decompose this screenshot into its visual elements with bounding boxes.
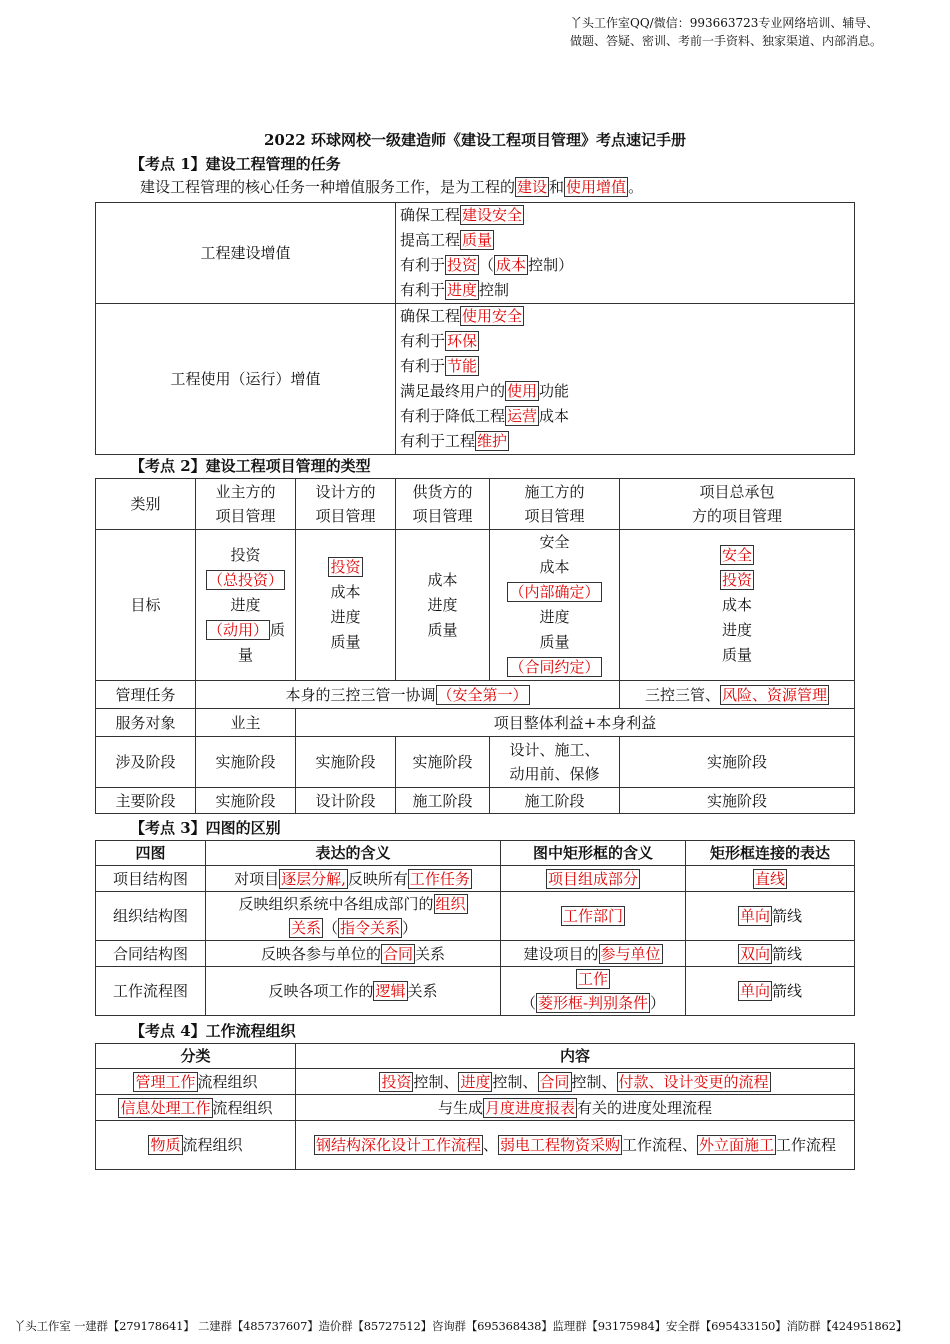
header-cell: 供货方的 项目管理 xyxy=(396,479,490,530)
link-cell: 直线 xyxy=(686,866,855,892)
cell: 设计、施工、 动用前、保修 xyxy=(490,737,620,788)
header-cell: 表达的含义 xyxy=(206,841,501,866)
category-cell: 信息处理工作 流程组织 xyxy=(96,1095,296,1121)
section-4-heading: 【考点 4】工作流程组织 xyxy=(130,1022,296,1040)
cell: 项目整体利益+本身利益 xyxy=(296,709,855,737)
diagram-name: 工作流程图 xyxy=(96,967,206,1016)
box-cell: 建设项目的 参与单位 xyxy=(501,941,686,967)
project-management-types-table xyxy=(95,478,855,814)
row-content: 确保工程 建设安全 提高工程 质量 有利于 投资 （ 成本 控制） 有利于 进度 控制 xyxy=(396,203,855,304)
header-line-1: 丫头工作室QQ/微信：993663723专业网络培训、辅导、 xyxy=(570,16,879,30)
cell: 施工阶段 xyxy=(490,788,620,814)
table-row xyxy=(96,304,855,455)
page-footer: 丫头工作室 一建群【279178641】 二建群【485737607】造价群【85727512】咨询群【695368438】监理群【93175984】安全群【695433150】消防群【424951862】 xyxy=(14,1319,908,1333)
meaning-cell: 对项目 逐层分解, 反映所有 工作任务 xyxy=(206,866,501,892)
table-row xyxy=(96,479,855,530)
diagram-name: 项目结构图 xyxy=(96,866,206,892)
header-cell: 内容 xyxy=(296,1044,855,1069)
cell: 实施阶段 xyxy=(396,737,490,788)
document-title: 2022 环球网校一级建造师《建设工程项目管理》考点速记手册 xyxy=(264,131,686,149)
table-row xyxy=(96,788,855,814)
header-cell: 分类 xyxy=(96,1044,296,1069)
four-diagrams-table xyxy=(95,840,855,1016)
row-label: 涉及阶段 xyxy=(96,737,196,788)
page-header xyxy=(570,14,900,50)
header-cell: 项目总承包 方的项目管理 xyxy=(620,479,855,530)
content-cell: 与生成 月度进度报表 有关的进度处理流程 xyxy=(296,1095,855,1121)
cell: 实施阶段 xyxy=(196,788,296,814)
meaning-cell: 反映各参与单位的 合同 关系 xyxy=(206,941,501,967)
row-label: 工程使用（运行）增值 xyxy=(96,304,396,455)
table-row xyxy=(96,841,855,866)
table-row xyxy=(96,1121,855,1170)
row-content: 确保工程 使用安全 有利于 环保 有利于 节能 满足最终用户的 使用 功能 有利于降低工程 运营 成本 有利于工程 维护 xyxy=(396,304,855,455)
owner-goals: 投资 （总投资） 进度 （动用） 质 量 xyxy=(196,530,296,681)
box-cell: 项目组成部分 xyxy=(501,866,686,892)
table-row xyxy=(96,203,855,304)
workflow-organization-table xyxy=(95,1043,855,1170)
cell: 设计阶段 xyxy=(296,788,396,814)
value-added-table xyxy=(95,202,855,455)
table-row xyxy=(96,709,855,737)
constr-goals: 安全 成本 （内部确定） 进度 质量 （合同约定） xyxy=(490,530,620,681)
header-cell: 设计方的 项目管理 xyxy=(296,479,396,530)
section-3-heading: 【考点 3】四图的区别 xyxy=(130,819,281,837)
supply-goals: 成本 进度 质量 xyxy=(396,530,490,681)
task-cell: 本身的三控三管一协调 （安全第一） xyxy=(196,681,620,709)
box-cell: 工作 （ 菱形框-判别条件 ） xyxy=(501,967,686,1016)
meaning-cell: 反映各项工作的 逻辑 关系 xyxy=(206,967,501,1016)
header-cell: 矩形框连接的表达 xyxy=(686,841,855,866)
row-label: 主要阶段 xyxy=(96,788,196,814)
header-cell: 类别 xyxy=(96,479,196,530)
table-row xyxy=(96,1069,855,1095)
cell: 实施阶段 xyxy=(196,737,296,788)
epc-goals: 安全 投资 成本 进度 质量 xyxy=(620,530,855,681)
table-row xyxy=(96,737,855,788)
table-row xyxy=(96,681,855,709)
table-row xyxy=(96,1095,855,1121)
header-cell: 图中矩形框的含义 xyxy=(501,841,686,866)
header-cell: 施工方的 项目管理 xyxy=(490,479,620,530)
task-epc-cell: 三控三管、 风险、资源管理 xyxy=(620,681,855,709)
link-cell: 单向 箭线 xyxy=(686,967,855,1016)
cell: 实施阶段 xyxy=(620,737,855,788)
table-row xyxy=(96,530,855,681)
table-row xyxy=(96,967,855,1016)
header-cell: 业主方的 项目管理 xyxy=(196,479,296,530)
section-1-intro: 建设工程管理的核心任务一种增值服务工作，是为工程的 建设 和 使用增值 。 xyxy=(140,178,644,196)
table-row xyxy=(96,1044,855,1069)
content-cell: 投资 控制、 进度 控制、 合同 控制、 付款、设计变更的流程 xyxy=(296,1069,855,1095)
meaning-cell: 反映组织系统中各组成部门的 组织 关系 （ 指令关系 ） xyxy=(206,892,501,941)
link-cell: 单向 箭线 xyxy=(686,892,855,941)
category-cell: 管理工作 流程组织 xyxy=(96,1069,296,1095)
cell: 实施阶段 xyxy=(620,788,855,814)
row-label: 管理任务 xyxy=(96,681,196,709)
box-cell: 工作部门 xyxy=(501,892,686,941)
section-1-heading: 【考点 1】建设工程管理的任务 xyxy=(130,155,341,173)
cell: 施工阶段 xyxy=(396,788,490,814)
table-row xyxy=(96,941,855,967)
section-2-heading: 【考点 2】建设工程项目管理的类型 xyxy=(130,457,371,475)
cell: 业主 xyxy=(196,709,296,737)
table-row xyxy=(96,866,855,892)
header-cell: 四图 xyxy=(96,841,206,866)
content-cell: 钢结构深化设计工作流程 、 弱电工程物资采购 工作流程、 外立面施工 工作流程 xyxy=(296,1121,855,1170)
header-line-2: 做题、答疑、密训、考前一手资料、独家渠道、内部消息。 xyxy=(570,34,883,48)
row-label: 服务对象 xyxy=(96,709,196,737)
category-cell: 物质 流程组织 xyxy=(96,1121,296,1170)
row-label: 工程建设增值 xyxy=(96,203,396,304)
design-goals: 投资 成本 进度 质量 xyxy=(296,530,396,681)
diagram-name: 组织结构图 xyxy=(96,892,206,941)
row-label: 目标 xyxy=(96,530,196,681)
cell: 实施阶段 xyxy=(296,737,396,788)
link-cell: 双向 箭线 xyxy=(686,941,855,967)
diagram-name: 合同结构图 xyxy=(96,941,206,967)
table-row xyxy=(96,892,855,941)
